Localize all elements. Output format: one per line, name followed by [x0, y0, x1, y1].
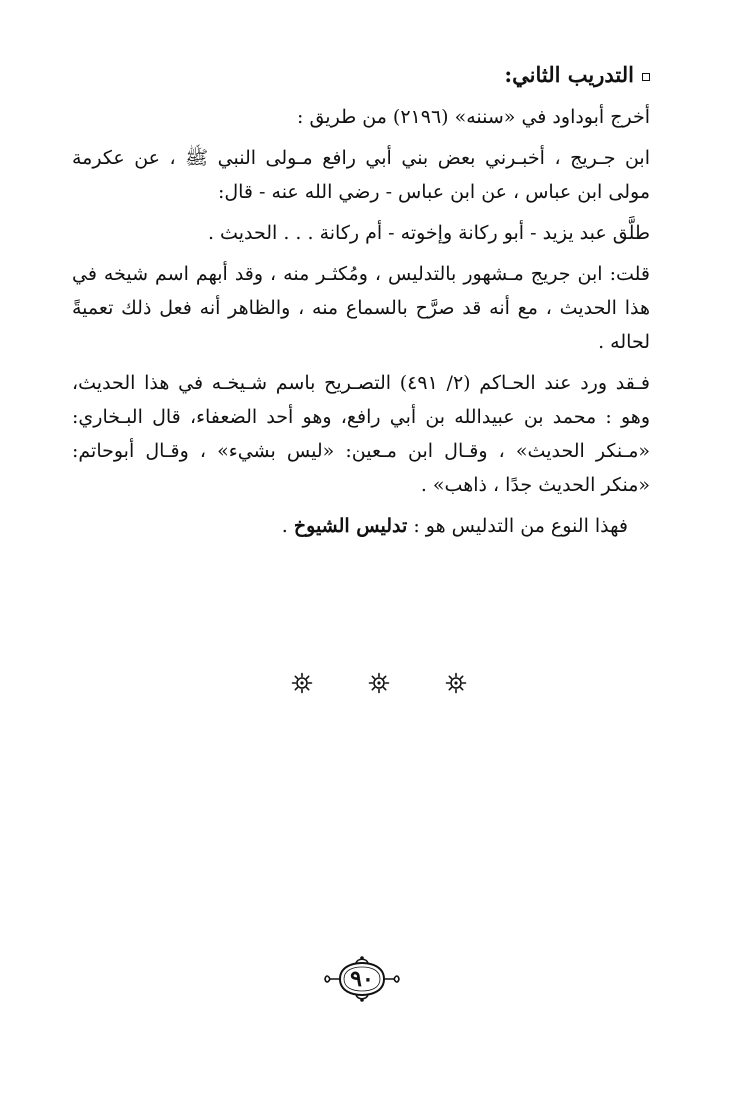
paragraph-matn: طلَّق عبد يزيد - أبو ركانة وإخوته - أم ركانة . . . الحديث .: [207, 222, 650, 244]
flower-ornament-icon: [291, 672, 313, 694]
conclusion-term: تدليس الشيوخ: [293, 515, 408, 537]
paragraph-isnad: ابن جـريج ، أخبـرني بعض بني أبي رافع مـولى النبي ﷺ ، عن عكرمة مولى ابن عباس ، عن ابن عباس - رضي الله عنه - قال:: [72, 147, 650, 203]
conclusion-suffix: .: [281, 515, 294, 537]
section-heading-title: التدريب الثاني:: [504, 62, 634, 87]
section-heading: [72, 58, 650, 92]
conclusion-prefix: فهذا النوع من التدليس هو :: [407, 515, 628, 537]
paragraph-intro: أخرج أبوداود في «سننه» (٢١٩٦) من طريق :: [297, 106, 650, 128]
flower-ornament-icon: [445, 672, 467, 694]
page-number: ٩٠: [350, 966, 374, 992]
main-text: [72, 58, 650, 550]
section-divider-ornaments: [0, 672, 750, 708]
paragraph-comment: قلت: ابن جريج مـشهور بالتدليس ، ومُكثـر منه ، وقد أبهم اسم شيخه في هذا الحديث ، مع أنه قد صرَّح بالسماع منه ، والظاهر أنه فعل ذلك تعميةً لحاله .: [72, 263, 650, 353]
paragraph-evidence: فـقد ورد عند الحـاكم (٢/ ٤٩١) التصـريح باسم شـيخـه في هذا الحديث، وهو : محمد بن عبيدالله بن أبي رافع، وهو أحد الضعفاء، قال البـخاري: «مـنكر الحديث» ، وقـال ابن مـعين: «ليس بشيء» ، وقـال أبوحاتم: «منكر الحديث جدًا ، ذاهب» .: [72, 372, 650, 496]
page-number-frame: [322, 955, 402, 1003]
paragraph-conclusion: [72, 509, 650, 543]
square-bullet-icon: [642, 73, 650, 81]
flower-ornament-icon: [368, 672, 390, 694]
